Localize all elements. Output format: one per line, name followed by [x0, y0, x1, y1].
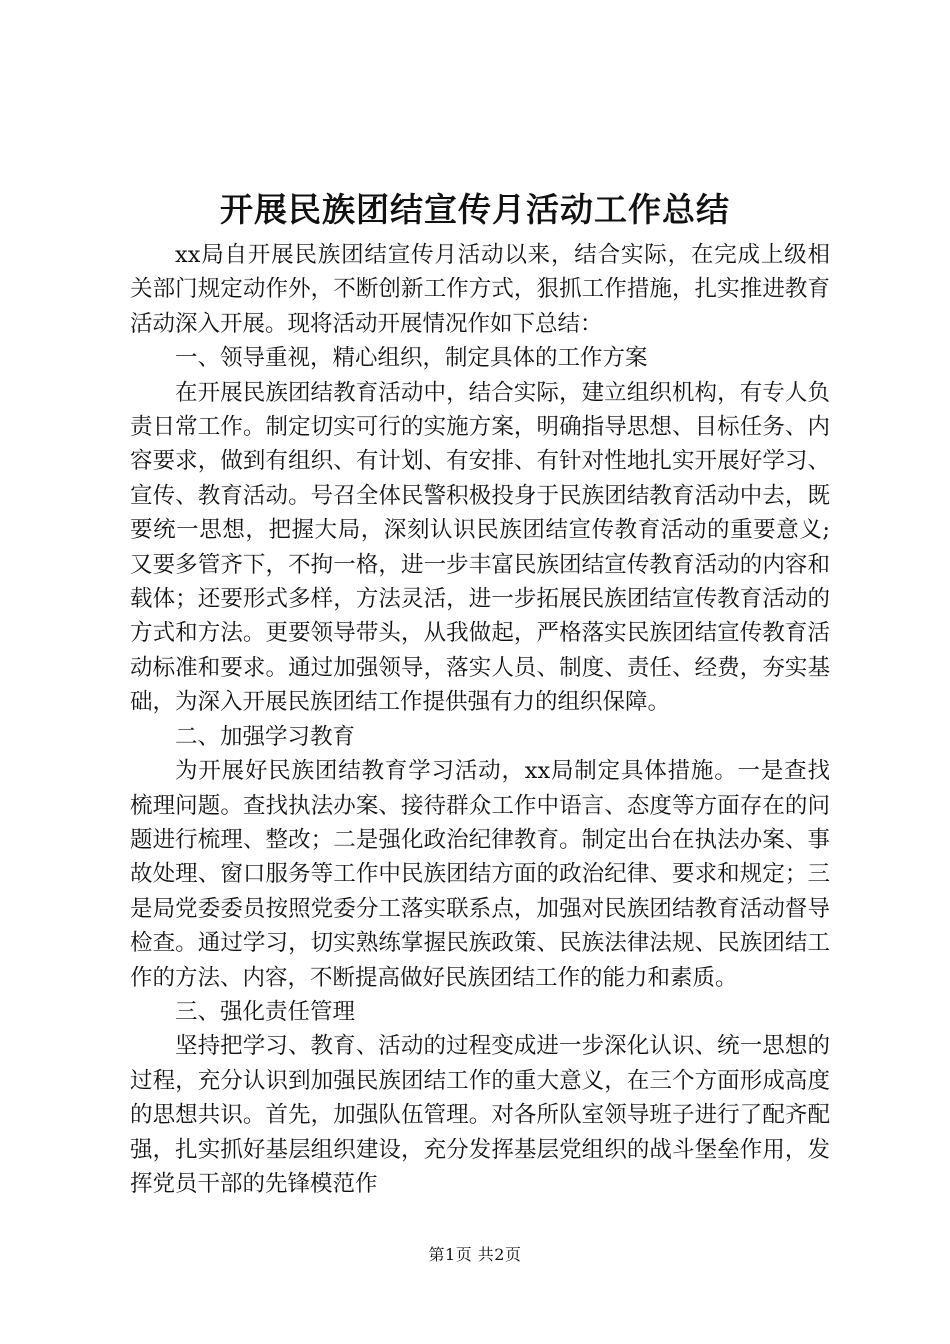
- section-3-paragraph: 坚持把学习、教育、活动的过程变成进一步深化认识、统一思想的过程，充分认识到加强民族团结工作的重大意义，在三个方面形成高度的思想共识。首先，加强队伍管理。对各所队室领导班子进行了配齐配强，扎实抓好基层组织建设，充分发挥基层党组织的战斗堡垒作用，发挥党员干部的先锋模范作: [130, 1033, 830, 1197]
- page-number-footer: 第1页 共2页: [428, 1245, 522, 1264]
- intro-paragraph: xx局自开展民族团结宣传月活动以来，结合实际，在完成上级相关部门规定动作外，不断创新工作方式，狠抓工作措施，扎实推进教育活动深入开展。现将活动开展情况作如下总结：: [130, 242, 830, 337]
- section-heading-2: 二、加强学习教育: [175, 723, 356, 750]
- document-body: [130, 238, 830, 1201]
- section-1-paragraph: 在开展民族团结教育活动中，结合实际，建立组织机构，有专人负责日常工作。制定切实可行的实施方案，明确指导思想、目标任务、内容要求，做到有组织、有计划、有安排、有针对性地扎实开展好学习、宣传、教育活动。号召全体民警积极投身于民族团结教育活动中去，既要统一思想，把握大局，深刻认识民族团结宣传教育活动的重要意义;又要多管齐下，不拘一格，进一步丰富民族团结宣传教育活动的内容和载体；还要形式多样，方法灵活，进一步拓展民族团结宣传教育活动的方式和方法。更要领导带头，从我做起，严格落实民族团结宣传教育活动标准和要求。通过加强领导，落实人员、制度、责任、经费，夯实基础，为深入开展民族团结工作提供强有力的组织保障。: [130, 379, 830, 716]
- section-heading-3: 三、强化责任管理: [175, 998, 356, 1025]
- section-heading-1: 一、领导重视，精心组织，制定具体的工作方案: [175, 345, 648, 372]
- document-title: 开展民族团结宣传月活动工作总结: [220, 190, 730, 229]
- section-2-paragraph: 为开展好民族团结教育学习活动，xx局制定具体措施。一是查找梳理问题。查找执法办案、接待群众工作中语言、态度等方面存在的问题进行梳理、整改；二是强化政治纪律教育。制定出台在执法办案、事故处理、窗口服务等工作中民族团结方面的政治纪律、要求和规定；三是局党委委员按照党委分工落实联系点，加强对民族团结教育活动督导检查。通过学习，切实熟练掌握民族政策、民族法律法规、民族团结工作的方法、内容，不断提高做好民族团结工作的能力和素质。: [130, 758, 830, 991]
